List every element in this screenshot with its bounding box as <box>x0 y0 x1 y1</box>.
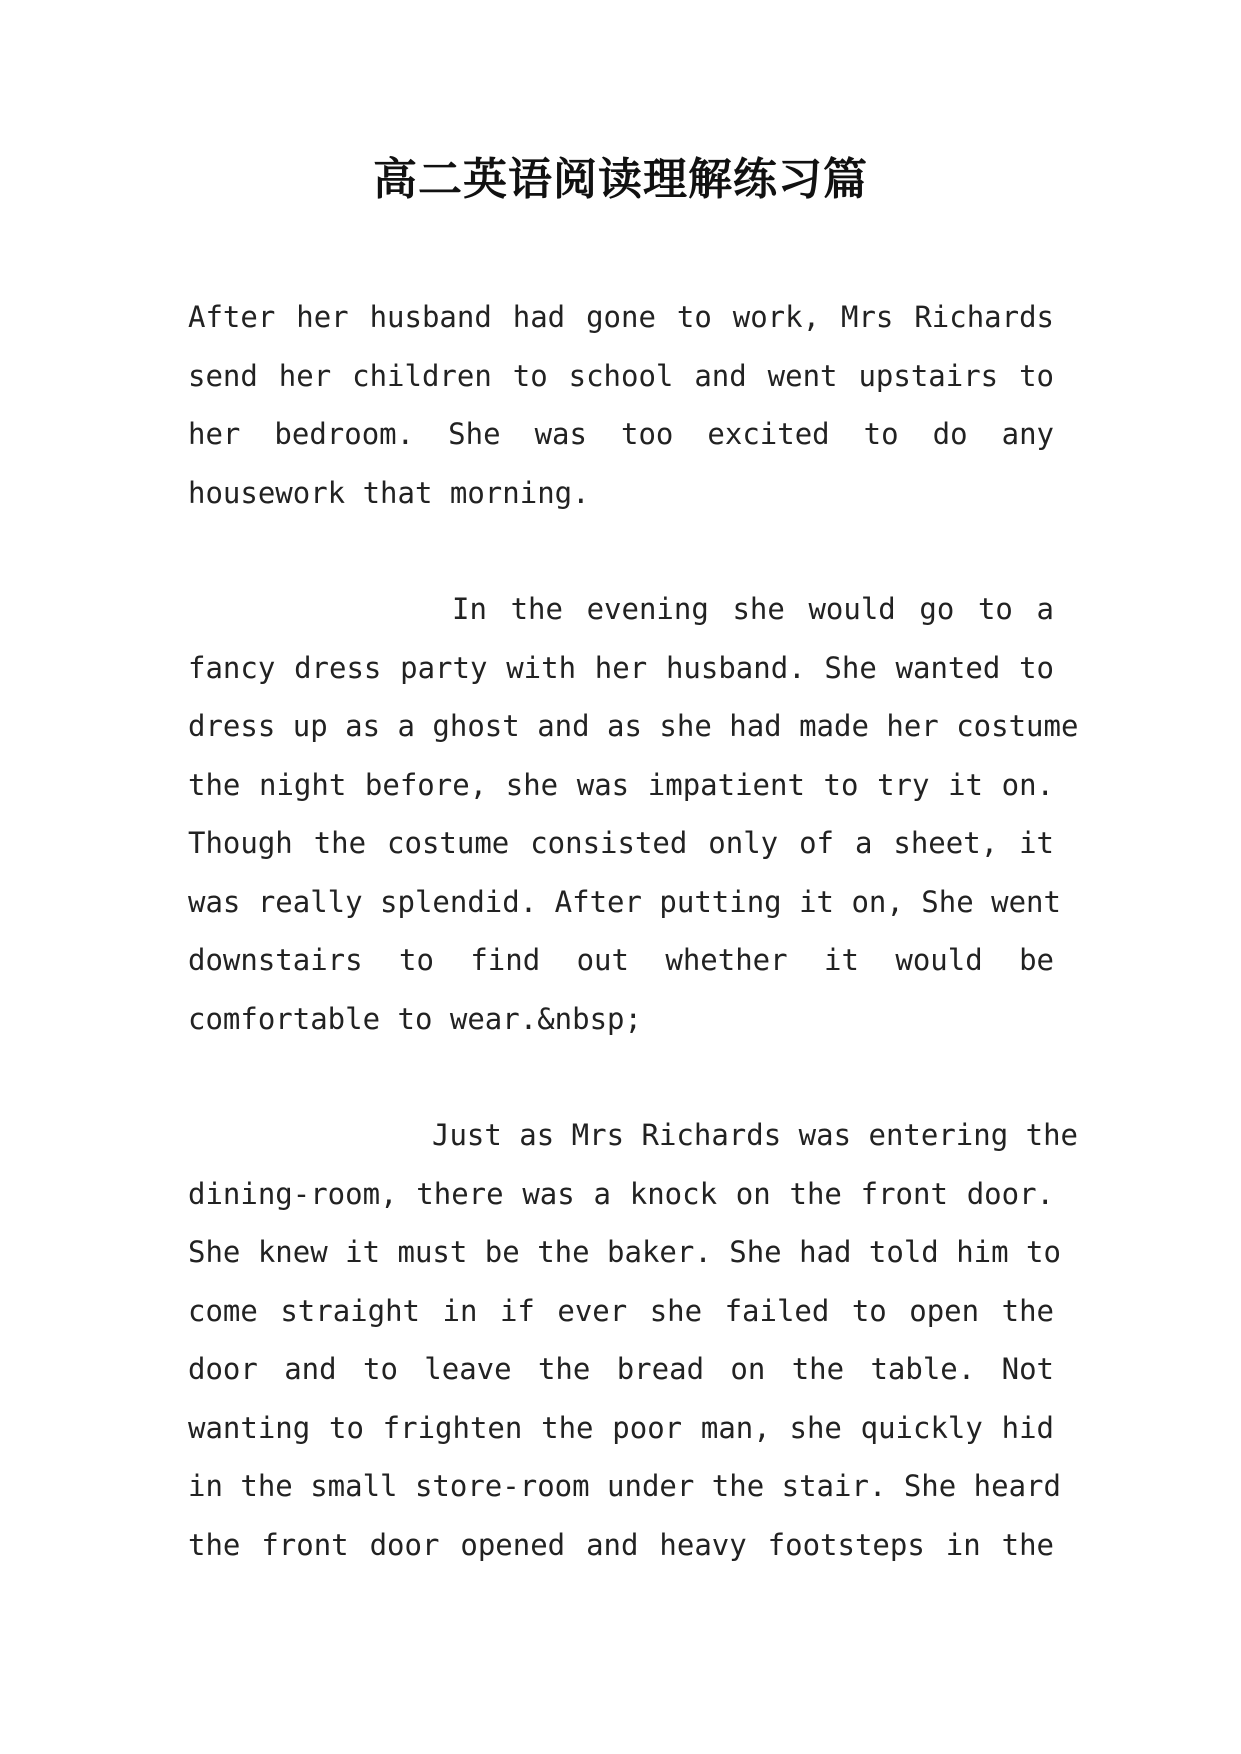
text-line: door and to leave the bread on the table. Not <box>188 1352 1054 1386</box>
text-line: wanting to frighten the poor man, she quickly hid <box>188 1410 1054 1445</box>
text-line: send her children to school and went upstairs to <box>188 358 1054 393</box>
text-line: the night before, she was impatient to try it on. <box>188 767 1054 802</box>
text-line: her bedroom. She was too excited to do any <box>188 417 1054 451</box>
text-line: was really splendid. After putting it on, She went <box>188 884 1061 919</box>
text-line: downstairs to find out whether it would be <box>188 943 1054 977</box>
paragraph-2 <box>188 580 1079 1048</box>
document-title: 高二英语阅读理解练习篇 <box>373 154 868 205</box>
text-line: comfortable to wear.&nbsp; <box>188 1001 642 1036</box>
paragraph-1 <box>188 288 1054 522</box>
text-line: She knew it must be the baker. She had told him to <box>188 1235 1061 1269</box>
text-line: In the evening she would go to a <box>452 592 1054 626</box>
text-line: fancy dress party with her husband. She wanted to <box>188 650 1054 685</box>
text-line: come straight in if ever she failed to open the <box>188 1293 1054 1328</box>
text-line: in the small store-room under the stair. She heard <box>188 1469 1061 1503</box>
paragraph-3 <box>188 1106 1079 1574</box>
text-line: dress up as a ghost and as she had made her costume <box>188 709 1079 743</box>
text-line: dining-room, there was a knock on the front door. <box>188 1176 1054 1211</box>
text-line: Though the costume consisted only of a sheet, it <box>188 826 1054 860</box>
text-line: the front door opened and heavy footsteps in the <box>188 1527 1054 1562</box>
text-line: housework that morning. <box>188 475 590 510</box>
text-line: Just as Mrs Richards was entering the <box>432 1118 1079 1152</box>
text-line: After her husband had gone to work, Mrs Richards <box>188 300 1054 334</box>
